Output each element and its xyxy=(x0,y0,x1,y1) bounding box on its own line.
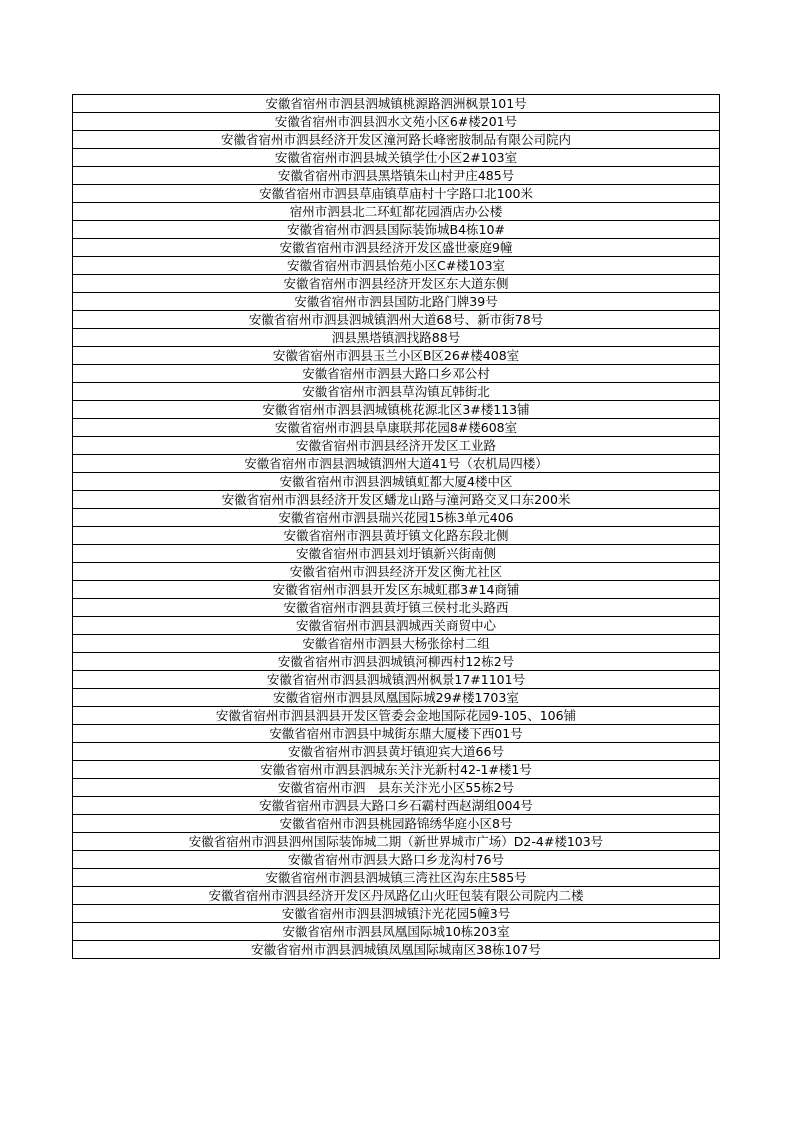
address-cell: 安徽省宿州市泗县阜康联邦花园8#楼608室 xyxy=(73,419,720,437)
table-row xyxy=(73,941,720,959)
address-cell: 安徽省宿州市泗县经济开发区工业路 xyxy=(73,437,720,455)
address-cell: 安徽省宿州市泗县黄圩镇文化路东段北侧 xyxy=(73,527,720,545)
table-row xyxy=(73,869,720,887)
address-cell: 安徽省宿州市泗县黄圩镇迎宾大道66号 xyxy=(73,743,720,761)
address-cell: 安徽省宿州市泗县凤凰国际城29#楼1703室 xyxy=(73,689,720,707)
table-row xyxy=(73,527,720,545)
table-row xyxy=(73,617,720,635)
table-row xyxy=(73,599,720,617)
table-row xyxy=(73,689,720,707)
table-row xyxy=(73,833,720,851)
table-row xyxy=(73,653,720,671)
address-cell: 安徽省宿州市泗县国防北路门牌39号 xyxy=(73,293,720,311)
table-row xyxy=(73,743,720,761)
address-cell: 安徽省宿州市泗县草沟镇瓦韩街北 xyxy=(73,383,720,401)
address-cell: 安徽省宿州市泗县经济开发区东大道东侧 xyxy=(73,275,720,293)
table-row xyxy=(73,509,720,527)
table-row xyxy=(73,257,720,275)
address-cell: 泗县黑塔镇泗找路88号 xyxy=(73,329,720,347)
address-cell: 安徽省宿州市泗县凤凰国际城10栋203室 xyxy=(73,923,720,941)
address-table xyxy=(72,94,720,959)
table-row xyxy=(73,329,720,347)
table-row xyxy=(73,455,720,473)
address-cell: 安徽省宿州市泗县泗城镇汴光花园5幢3号 xyxy=(73,905,720,923)
address-cell: 安徽省宿州市泗县泗城镇桃花源北区3#楼113铺 xyxy=(73,401,720,419)
address-table-body xyxy=(73,95,720,959)
address-cell: 安徽省宿州市泗县大路口乡邓公村 xyxy=(73,365,720,383)
address-cell: 宿州市泗县北二环虹都花园酒店办公楼 xyxy=(73,203,720,221)
table-row xyxy=(73,563,720,581)
table-row xyxy=(73,401,720,419)
address-cell: 安徽省宿州市泗县泗城镇泗州枫景17#1101号 xyxy=(73,671,720,689)
address-cell: 安徽省宿州市泗县刘圩镇新兴街南侧 xyxy=(73,545,720,563)
table-row xyxy=(73,185,720,203)
table-row xyxy=(73,293,720,311)
table-row xyxy=(73,491,720,509)
address-cell: 安徽省宿州市泗县泗城镇三湾社区沟东庄585号 xyxy=(73,869,720,887)
table-row xyxy=(73,275,720,293)
table-row xyxy=(73,797,720,815)
table-row xyxy=(73,221,720,239)
table-row xyxy=(73,779,720,797)
table-row xyxy=(73,131,720,149)
table-row xyxy=(73,707,720,725)
table-row xyxy=(73,581,720,599)
address-cell: 安徽省宿州市泗县瑞兴花园15栋3单元406 xyxy=(73,509,720,527)
table-row xyxy=(73,671,720,689)
address-cell: 安徽省宿州市泗县泗城镇虹都大厦4楼中区 xyxy=(73,473,720,491)
table-row xyxy=(73,365,720,383)
address-cell: 安徽省宿州市泗县泗县开发区管委会金地国际花园9-105、106铺 xyxy=(73,707,720,725)
address-cell: 安徽省宿州市泗县泗水文苑小区6#楼201号 xyxy=(73,113,720,131)
address-cell: 安徽省宿州市泗县怡苑小区C#楼103室 xyxy=(73,257,720,275)
address-cell: 安徽省宿州市泗县泗城镇河柳西村12栋2号 xyxy=(73,653,720,671)
table-row xyxy=(73,347,720,365)
address-cell: 安徽省宿州市泗县经济开发区衡尤社区 xyxy=(73,563,720,581)
address-cell: 安徽省宿州市泗县黑塔镇朱山村尹庄485号 xyxy=(73,167,720,185)
address-cell: 安徽省宿州市泗县玉兰小区B区26#楼408室 xyxy=(73,347,720,365)
table-row xyxy=(73,725,720,743)
table-row xyxy=(73,311,720,329)
address-cell: 安徽省宿州市泗县泗城镇泗州大道68号、新市街78号 xyxy=(73,311,720,329)
address-cell: 安徽省宿州市泗县大路口乡龙沟村76号 xyxy=(73,851,720,869)
table-row xyxy=(73,887,720,905)
address-cell: 安徽省宿州市泗县经济开发区潼河路长峰密胺制品有限公司院内 xyxy=(73,131,720,149)
table-row xyxy=(73,95,720,113)
table-row xyxy=(73,113,720,131)
address-cell: 安徽省宿州市泗县经济开发区丹凤路亿山火旺包装有限公司院内二楼 xyxy=(73,887,720,905)
table-row xyxy=(73,473,720,491)
address-cell: 安徽省宿州市泗县泗城东关汴光新村42-1#楼1号 xyxy=(73,761,720,779)
table-row xyxy=(73,383,720,401)
address-cell: 安徽省宿州市泗县大杨张徐村二组 xyxy=(73,635,720,653)
address-cell: 安徽省宿州市泗 县东关汴光小区55栋2号 xyxy=(73,779,720,797)
table-row xyxy=(73,203,720,221)
table-row xyxy=(73,905,720,923)
address-cell: 安徽省宿州市泗县国际装饰城B4栋10# xyxy=(73,221,720,239)
address-cell: 安徽省宿州市泗县泗城镇凤凰国际城南区38栋107号 xyxy=(73,941,720,959)
address-cell: 安徽省宿州市泗县泗州国际装饰城二期（新世界城市广场）D2-4#楼103号 xyxy=(73,833,720,851)
address-cell: 安徽省宿州市泗县泗城镇桃源路泗洲枫景101号 xyxy=(73,95,720,113)
table-row xyxy=(73,239,720,257)
address-cell: 安徽省宿州市泗县泗城镇泗州大道41号（农机局四楼） xyxy=(73,455,720,473)
table-row xyxy=(73,167,720,185)
address-cell: 安徽省宿州市泗县大路口乡石霸村西赵湖组004号 xyxy=(73,797,720,815)
address-cell: 安徽省宿州市泗县开发区东城虹郡3#14商铺 xyxy=(73,581,720,599)
address-cell: 安徽省宿州市泗县中城街东鼎大厦楼下西01号 xyxy=(73,725,720,743)
table-row xyxy=(73,635,720,653)
table-row xyxy=(73,815,720,833)
table-row xyxy=(73,545,720,563)
table-row xyxy=(73,149,720,167)
table-row xyxy=(73,419,720,437)
address-cell: 安徽省宿州市泗县经济开发区盛世豪庭9幢 xyxy=(73,239,720,257)
table-row xyxy=(73,761,720,779)
table-row xyxy=(73,923,720,941)
address-cell: 安徽省宿州市泗县泗城西关商贸中心 xyxy=(73,617,720,635)
address-cell: 安徽省宿州市泗县桃园路锦绣华庭小区8号 xyxy=(73,815,720,833)
address-cell: 安徽省宿州市泗县黄圩镇三侯村北头路西 xyxy=(73,599,720,617)
address-cell: 安徽省宿州市泗县城关镇学仕小区2#103室 xyxy=(73,149,720,167)
table-row xyxy=(73,437,720,455)
table-row xyxy=(73,851,720,869)
address-cell: 安徽省宿州市泗县草庙镇草庙村十字路口北100米 xyxy=(73,185,720,203)
address-cell: 安徽省宿州市泗县经济开发区蟠龙山路与潼河路交叉口东200米 xyxy=(73,491,720,509)
